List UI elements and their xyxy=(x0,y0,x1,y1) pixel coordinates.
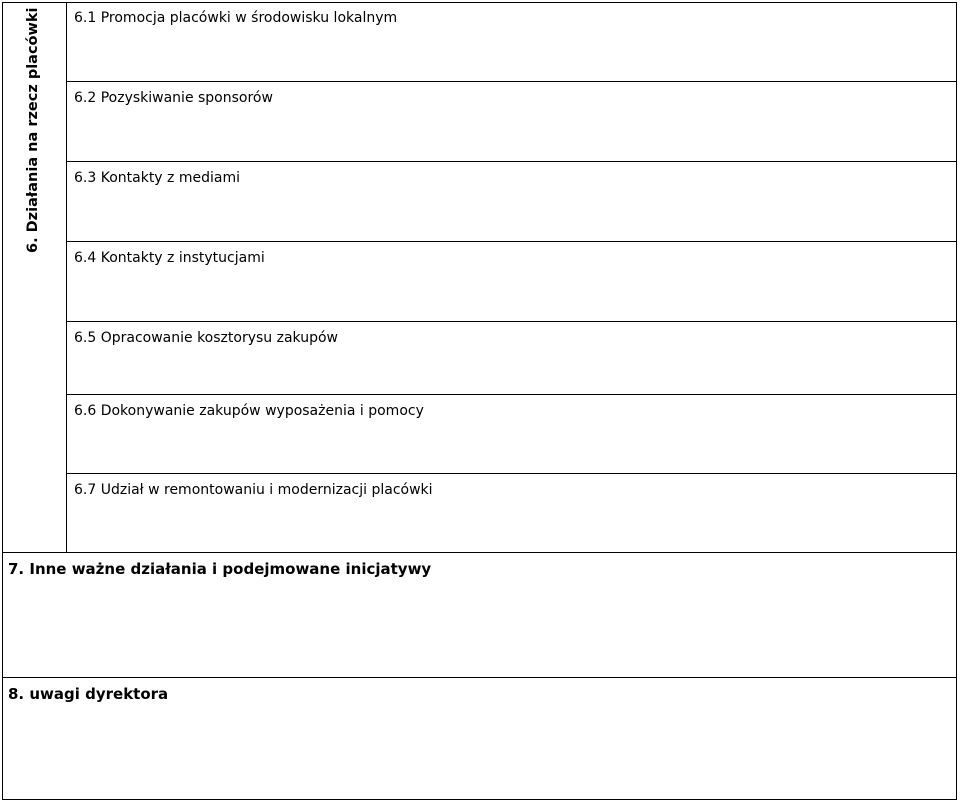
table-row[interactable] xyxy=(67,242,957,322)
item-6-4-label: 6.4 Kontakty z instytucjami xyxy=(74,250,265,266)
table-row[interactable] xyxy=(67,474,957,552)
table-row[interactable] xyxy=(67,395,957,474)
table-row[interactable] xyxy=(67,162,957,242)
section-7-title: 7. Inne ważne działania i podejmowane inicjatywy xyxy=(8,560,432,578)
item-6-3-label: 6.3 Kontakty z mediami xyxy=(74,170,240,186)
item-6-6-label: 6.6 Dokonywanie zakupów wyposażenia i pomocy xyxy=(74,403,424,419)
item-6-5-label: 6.5 Opracowanie kosztorysu zakupów xyxy=(74,330,338,346)
table-row[interactable] xyxy=(67,2,957,82)
section-8[interactable] xyxy=(2,678,957,800)
table-row[interactable] xyxy=(67,82,957,162)
item-6-2-label: 6.2 Pozyskiwanie sponsorów xyxy=(74,90,273,106)
section-7[interactable] xyxy=(2,552,957,678)
section-8-title: 8. uwagi dyrektora xyxy=(8,685,169,703)
item-6-1-label: 6.1 Promocja placówki w środowisku lokalnym xyxy=(74,10,398,26)
section-6-label-cell xyxy=(2,2,67,552)
table-row[interactable] xyxy=(67,322,957,395)
section-6 xyxy=(2,2,957,552)
section-6-title: 6. Działania na rzecz placówki xyxy=(25,7,41,253)
item-6-7-label: 6.7 Udział w remontowaniu i modernizacji placówki xyxy=(74,482,433,498)
